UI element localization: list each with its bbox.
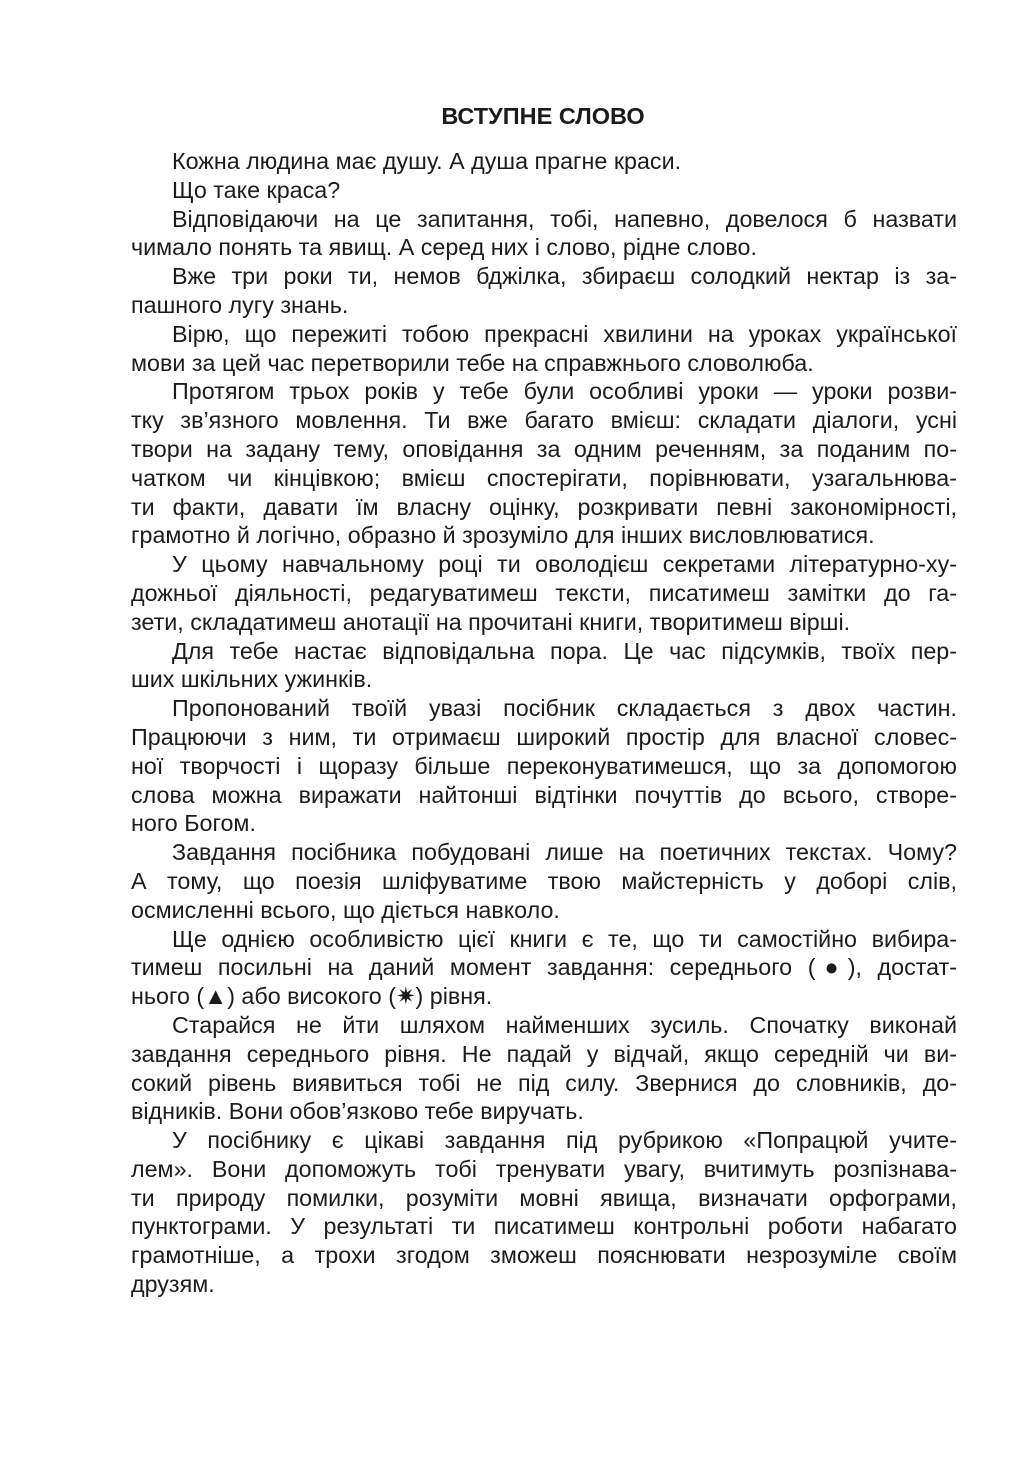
text-line: Ще однією особливістю цієї книги є те, що ти самостійно вибира- bbox=[172, 925, 957, 952]
text-line: твори на задану тему, оповідання за одним реченням, за поданим по- bbox=[131, 435, 957, 462]
text-line: осмисленні всього, що діється навколо. bbox=[131, 896, 560, 923]
text-line: мови за цей час перетворили тебе на справжнього словолюба. bbox=[131, 349, 814, 376]
text-line: Для тебе настає відповідальна пора. Це час підсумків, твоїх пер- bbox=[172, 637, 957, 664]
text-line: грамотно й логічно, образно й зрозуміло для інших висловлюватися. bbox=[131, 522, 875, 549]
text-line: А тому, що поезія шліфуватиме твою майстерність у доборі слів, bbox=[131, 867, 957, 894]
page-title: ВСТУПНЕ СЛОВО bbox=[441, 103, 645, 129]
text-line: завдання середнього рівня. Не падай у відчай, якщо середній чи ви- bbox=[131, 1040, 957, 1067]
body-text bbox=[131, 147, 957, 1299]
text-line: ти природу помилки, розуміти мовні явища, визначати орфограми, bbox=[131, 1184, 957, 1211]
text-line: Вірю, що пережиті тобою прекрасні хвилини на уроках української bbox=[172, 320, 957, 347]
text-line: Пропонований твоїй увазі посібник складається з двох частин. bbox=[172, 695, 957, 722]
text-line: Протягом трьох років у тебе були особливі уроки — уроки розви- bbox=[172, 378, 957, 405]
text-line: сокий рівень виявиться тобі не під силу. Звернися до словників, до- bbox=[131, 1069, 957, 1096]
text-line: грамотніше, а трохи згодом зможеш пояснювати незрозуміле своїм bbox=[131, 1242, 957, 1269]
text-line: тимеш посильні на даний момент завдання: середнього (●), достат- bbox=[131, 954, 957, 981]
text-line: тку зв’язного мовлення. Ти вже багато вмієш: складати діалоги, усні bbox=[131, 407, 957, 434]
text-line: У посібнику є цікаві завдання під рубрикою «Попрацюй учите- bbox=[172, 1127, 957, 1154]
text-line: чатком чи кінцівкою; вмієш спостерігати, порівнювати, узагальнюва- bbox=[131, 464, 957, 491]
text-line: ної творчості і щоразу більше переконуватимешся, що за допомогою bbox=[131, 752, 957, 779]
text-line: пашного лугу знань. bbox=[131, 291, 349, 318]
text-line: дожньої діяльності, редагуватимеш тексти, писатимеш замітки до га- bbox=[131, 579, 957, 606]
text-line: Старайся не йти шляхом найменших зусиль. Спочатку виконай bbox=[172, 1011, 957, 1038]
text-line: нього (▲) або високого (✷) рівня. bbox=[131, 983, 493, 1010]
text-line: Вже три роки ти, немов бджілка, збираєш солодкий нектар із за- bbox=[172, 263, 957, 290]
text-line: Що таке краса? bbox=[172, 176, 341, 203]
text-line: Завдання посібника побудовані лише на поетичних текстах. Чому? bbox=[172, 839, 957, 866]
text-line: лем». Вони допоможуть тобі тренувати увагу, вчитимуть розпізнава- bbox=[131, 1155, 957, 1182]
text-line: відників. Вони обов’язково тебе виручать. bbox=[131, 1098, 584, 1125]
text-line: ти факти, давати їм власну оцінку, розкривати певні закономірності, bbox=[131, 493, 957, 520]
text-line: ного Богом. bbox=[131, 810, 256, 837]
text-line: зети, складатимеш анотації на прочитані книги, творитимеш вірші. bbox=[131, 608, 851, 635]
text-line: Працюючи з ним, ти отримаєш широкий простір для власної словес- bbox=[131, 723, 957, 750]
text-line: Відповідаючи на це запитання, тобі, напевно, довелося б назвати bbox=[172, 205, 957, 232]
text-line: Кожна людина має душу. А душа прагне краси. bbox=[172, 148, 682, 174]
text-line: ших шкільних ужинків. bbox=[131, 666, 373, 693]
text-line: друзям. bbox=[131, 1271, 215, 1298]
text-line: чимало понять та явищ. А серед них і слово, рідне слово. bbox=[131, 234, 757, 261]
text-line: пунктограми. У результаті ти писатимеш контрольні роботи набагато bbox=[131, 1213, 957, 1240]
text-line: слова можна виражати найтонші відтінки почуттів до всього, створе- bbox=[131, 781, 957, 808]
text-line: У цьому навчальному році ти оволодієш секретами літературно-ху- bbox=[172, 551, 957, 578]
